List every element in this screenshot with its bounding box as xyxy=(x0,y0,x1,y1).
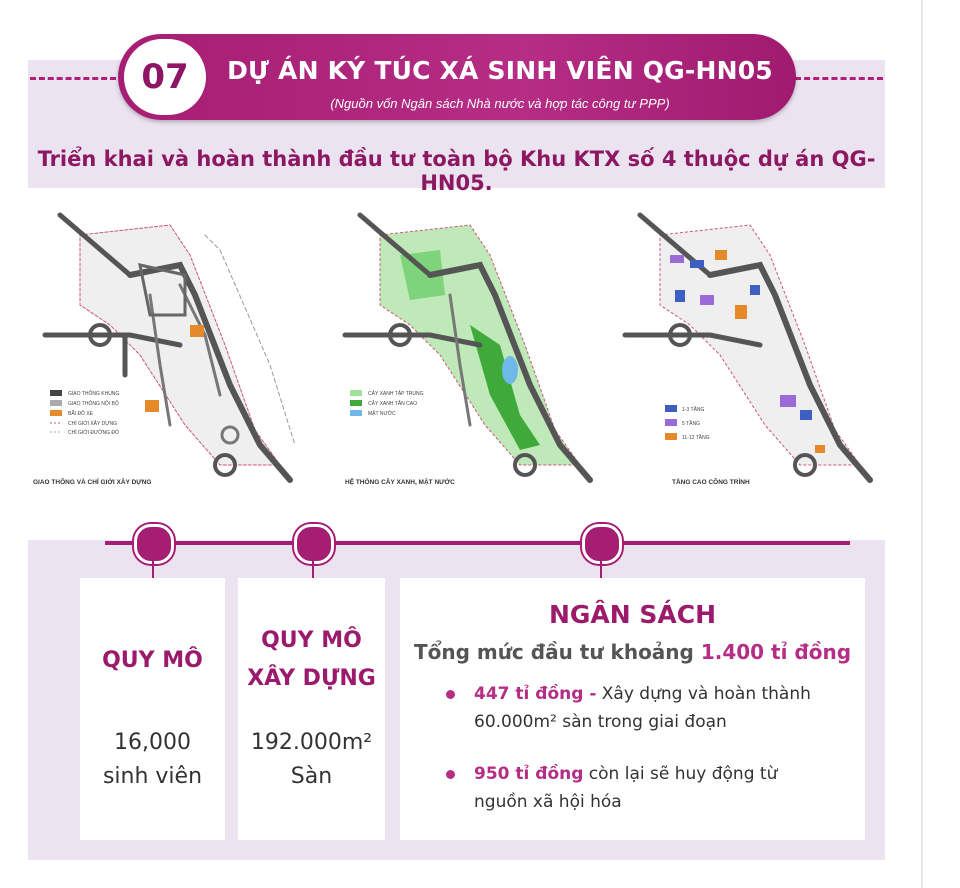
timeline-line xyxy=(105,541,850,545)
budget-item-text-2: 60.000m² sàn trong giai đoạn xyxy=(474,712,727,732)
legend-item: 5 TẦNG xyxy=(682,421,700,427)
card-scale-title: QUY MÔ xyxy=(102,648,203,673)
legend-item: 11-12 TẦNG xyxy=(682,435,710,441)
map-greenery xyxy=(320,195,600,495)
budget-item-text: còn lại sẽ huy động từ xyxy=(583,764,778,784)
budget-total-prefix: Tổng mức đầu tư khoảng xyxy=(413,640,701,664)
card-budget-total xyxy=(400,640,865,664)
page-edge-rule xyxy=(921,0,923,888)
legend-item: CHỈ GIỚI XÂY DỰNG xyxy=(68,421,118,427)
legend-item: BÃI ĐỖ XE xyxy=(68,411,94,417)
timeline-dot xyxy=(134,524,174,564)
map-greenery-caption: HỆ THỐNG CÂY XANH, MẶT NƯỚC xyxy=(345,479,455,486)
card-budget xyxy=(400,578,865,840)
budget-item-text: Xây dựng và hoàn thành xyxy=(596,684,811,704)
legend-item: GIAO THÔNG NỘI BỘ xyxy=(68,401,119,407)
budget-item-amount: 950 tỉ đồng xyxy=(474,764,584,784)
map-heights-legend xyxy=(665,405,710,441)
card-build-title-2: XÂY DỰNG xyxy=(247,666,376,691)
budget-item-text-2: nguồn xã hội hóa xyxy=(474,792,622,812)
timeline-stem xyxy=(600,558,602,580)
card-scale-value: 16,000 xyxy=(114,730,191,755)
dashed-rule-left xyxy=(30,77,116,80)
section-number: 07 xyxy=(124,39,206,115)
map-transport-drawing xyxy=(20,195,300,495)
legend-item: GIAO THÔNG KHUNG xyxy=(68,391,120,397)
headline: Triển khai và hoàn thành đầu tư toàn bộ Khu KTX số 4 thuộc dự án QG-HN05. xyxy=(37,147,876,195)
timeline-stem xyxy=(312,558,314,580)
timeline-dot xyxy=(294,524,334,564)
budget-item xyxy=(474,760,854,816)
timeline-dot xyxy=(582,524,622,564)
map-greenery-legend xyxy=(350,390,424,417)
card-build xyxy=(238,578,385,840)
card-scale xyxy=(80,578,225,840)
page-subtitle: (Nguồn vốn Ngân sách Nhà nước và hợp tác công tư PPP) xyxy=(330,96,670,111)
legend-item: CÂY XANH TẦN CAO xyxy=(368,401,417,407)
map-transport-caption: GIAO THÔNG VÀ CHỈ GIỚI XÂY DỰNG xyxy=(33,479,152,486)
card-budget-title: NGÂN SÁCH xyxy=(548,600,717,629)
legend-item: 1-3 TẦNG xyxy=(682,407,705,413)
timeline-stem xyxy=(152,558,154,580)
dashed-rule-right xyxy=(795,77,883,80)
card-build-value: 192.000m² xyxy=(250,730,373,755)
map-transport xyxy=(20,195,300,495)
legend-item: MẶT NƯỚC xyxy=(368,411,396,417)
legend-item: CHỈ GIỚI ĐƯỜNG ĐỎ xyxy=(68,430,119,436)
budget-total-amount: 1.400 tỉ đồng xyxy=(700,640,852,664)
card-build-title-1: QUY MÔ xyxy=(261,628,362,653)
card-build-unit: Sàn xyxy=(290,764,333,789)
bullet-dot xyxy=(446,690,455,699)
map-heights-drawing xyxy=(600,195,880,495)
page-title: DỰ ÁN KÝ TÚC XÁ SINH VIÊN QG-HN05 xyxy=(227,56,773,85)
legend-item: CÂY XANH TẬP TRUNG xyxy=(368,391,424,397)
card-scale-unit: sinh viên xyxy=(102,764,203,789)
map-greenery-drawing xyxy=(320,195,600,495)
map-heights-caption: TẦNG CAO CÔNG TRÌNH xyxy=(672,479,750,486)
budget-item-amount: 447 tỉ đồng - xyxy=(474,684,597,704)
map-transport-legend xyxy=(50,390,119,436)
budget-item xyxy=(474,680,854,736)
bullet-dot xyxy=(446,770,455,779)
map-heights xyxy=(600,195,880,495)
